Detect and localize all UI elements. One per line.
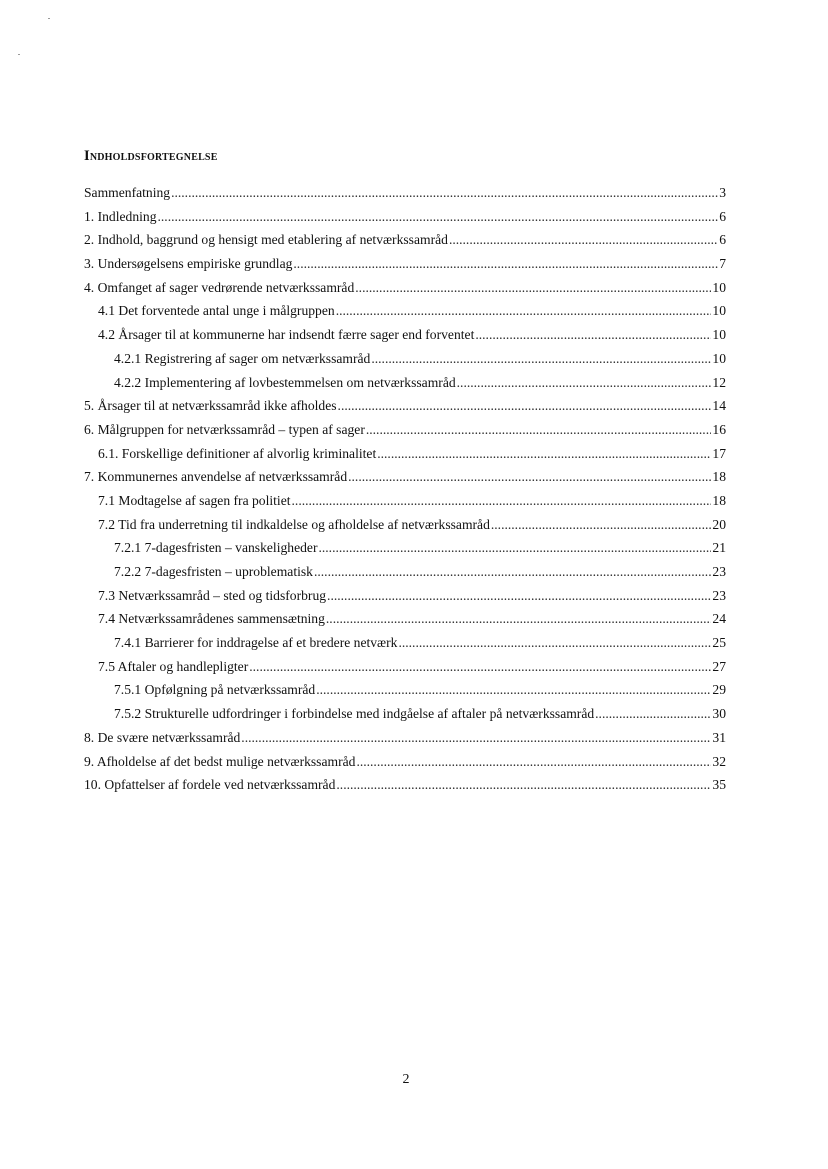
toc-entry-title: 4.1 Det forventede antal unge i målgruppen bbox=[98, 303, 335, 319]
toc-entry-page: 3 bbox=[719, 185, 726, 200]
toc-entry-page: 10 bbox=[712, 327, 726, 343]
toc-entry-page: 14 bbox=[712, 398, 726, 414]
toc-entry bbox=[84, 302, 726, 326]
toc-dot-leader bbox=[449, 231, 718, 249]
toc-entry-title: 1. Indledning bbox=[84, 208, 157, 224]
toc-entry-page: 23 bbox=[712, 587, 726, 603]
table-of-contents bbox=[84, 184, 726, 800]
toc-entry-title: 5. Årsager til at netværkssamråd ikke afholdes bbox=[84, 398, 337, 414]
toc-dot-leader bbox=[491, 516, 712, 534]
toc-entry-page: 17 bbox=[712, 445, 726, 461]
toc-dot-leader bbox=[326, 610, 712, 628]
toc-dot-leader bbox=[249, 658, 711, 676]
toc-entry-title: 3. Undersøgelsens empiriske grundlag bbox=[84, 256, 293, 272]
scan-speck bbox=[18, 54, 20, 55]
toc-dot-leader bbox=[475, 326, 711, 344]
toc-entry-title: 7.3 Netværkssamråd – sted og tidsforbrug bbox=[98, 587, 327, 603]
toc-entry-title: Sammenfatning bbox=[84, 185, 171, 200]
toc-entry bbox=[84, 658, 726, 682]
toc-entry bbox=[84, 374, 726, 398]
toc-dot-leader bbox=[171, 184, 718, 202]
toc-entry bbox=[84, 350, 726, 374]
toc-entry bbox=[84, 421, 726, 445]
toc-entry bbox=[84, 516, 726, 540]
toc-entry-page: 16 bbox=[712, 421, 726, 437]
toc-dot-leader bbox=[293, 255, 718, 273]
toc-entry-page: 6 bbox=[719, 232, 726, 248]
toc-entry-title: 6.1. Forskellige definitioner af alvorlig kriminalitet bbox=[98, 445, 377, 461]
toc-dot-leader bbox=[314, 563, 711, 581]
toc-entry-title: 7.4.1 Barrierer for inddragelse af et bredere netværk bbox=[114, 635, 398, 651]
toc-entry-title: 7.5 Aftaler og handlepligter bbox=[98, 658, 249, 674]
toc-entry-page: 20 bbox=[712, 516, 726, 532]
toc-entry-page: 6 bbox=[719, 208, 726, 224]
toc-dot-leader bbox=[336, 302, 712, 320]
toc-entry bbox=[84, 610, 726, 634]
toc-entry-page: 10 bbox=[712, 303, 726, 319]
toc-entry-page: 29 bbox=[712, 682, 726, 698]
toc-dot-leader bbox=[398, 634, 711, 652]
toc-entry-title: 7.5.2 Strukturelle udfordringer i forbindelse med indgåelse af aftaler på netværkssamråd bbox=[114, 706, 595, 722]
toc-entry-page: 32 bbox=[712, 753, 726, 769]
toc-dot-leader bbox=[338, 397, 712, 415]
toc-dot-leader bbox=[377, 445, 711, 463]
toc-entry bbox=[84, 445, 726, 469]
toc-entry-page: 12 bbox=[712, 374, 726, 390]
toc-entry bbox=[84, 681, 726, 705]
scan-speck bbox=[48, 18, 50, 19]
toc-entry bbox=[84, 326, 726, 350]
toc-entry bbox=[84, 184, 726, 208]
toc-entry-title: 4.2 Årsager til at kommunerne har indsendt færre sager end forventet bbox=[98, 327, 475, 343]
toc-entry-page: 25 bbox=[712, 635, 726, 651]
toc-entry-page: 7 bbox=[719, 256, 726, 272]
toc-entry-title: 7. Kommunernes anvendelse af netværkssamråd bbox=[84, 469, 348, 485]
toc-dot-leader bbox=[356, 753, 711, 771]
toc-dot-leader bbox=[371, 350, 711, 368]
toc-dot-leader bbox=[241, 729, 711, 747]
toc-entry bbox=[84, 468, 726, 492]
toc-entry-title: 7.4 Netværkssamrådenes sammensætning bbox=[98, 611, 325, 627]
toc-entry-page: 31 bbox=[712, 729, 726, 745]
toc-entry-title: 7.1 Modtagelse af sagen fra politiet bbox=[98, 492, 291, 508]
toc-entry-page: 23 bbox=[712, 564, 726, 579]
toc-entry bbox=[84, 776, 726, 800]
toc-entry bbox=[84, 563, 726, 587]
toc-entry-page: 35 bbox=[712, 777, 726, 793]
toc-entry bbox=[84, 539, 726, 563]
toc-entry-page: 24 bbox=[712, 611, 726, 627]
toc-entry-page: 30 bbox=[712, 706, 726, 722]
toc-dot-leader bbox=[336, 776, 711, 794]
toc-dot-leader bbox=[348, 468, 711, 486]
toc-heading: Indholdsfortegnelse bbox=[84, 148, 218, 164]
toc-entry bbox=[84, 279, 726, 303]
toc-entry-page: 21 bbox=[712, 540, 726, 556]
toc-entry-title: 9. Afholdelse af det bedst mulige netværkssamråd bbox=[84, 753, 356, 769]
toc-dot-leader bbox=[318, 539, 711, 557]
toc-entry bbox=[84, 255, 726, 279]
toc-dot-leader bbox=[316, 681, 711, 699]
toc-entry bbox=[84, 397, 726, 421]
toc-entry bbox=[84, 492, 726, 516]
toc-entry-title: 10. Opfattelser af fordele ved netværkssamråd bbox=[84, 777, 336, 793]
toc-entry-title: 7.2.2 7-dagesfristen – uproblematisk bbox=[114, 564, 313, 579]
toc-entry bbox=[84, 587, 726, 611]
toc-dot-leader bbox=[366, 421, 712, 439]
toc-entry bbox=[84, 753, 726, 777]
toc-dot-leader bbox=[457, 374, 712, 392]
toc-entry bbox=[84, 729, 726, 753]
toc-entry-title: 4.2.1 Registrering af sager om netværkssamråd bbox=[114, 350, 371, 366]
toc-entry-title: 4.2.2 Implementering af lovbestemmelsen om netværkssamråd bbox=[114, 374, 456, 390]
toc-entry-page: 27 bbox=[712, 658, 726, 674]
toc-entry-title: 7.2 Tid fra underretning til indkaldelse og afholdelse af netværkssamråd bbox=[98, 516, 490, 532]
toc-dot-leader bbox=[327, 587, 711, 605]
toc-entry-title: 4. Omfanget af sager vedrørende netværkssamråd bbox=[84, 279, 355, 295]
toc-entry-title: 8. De svære netværkssamråd bbox=[84, 729, 241, 745]
toc-dot-leader bbox=[158, 208, 719, 226]
toc-dot-leader bbox=[292, 492, 712, 510]
toc-dot-leader bbox=[595, 705, 711, 723]
toc-entry-title: 7.2.1 7-dagesfristen – vanskeligheder bbox=[114, 540, 318, 556]
toc-entry-page: 18 bbox=[712, 492, 726, 508]
toc-entry bbox=[84, 705, 726, 729]
toc-entry-page: 18 bbox=[712, 469, 726, 485]
toc-entry bbox=[84, 231, 726, 255]
toc-entry-title: 7.5.1 Opfølgning på netværkssamråd bbox=[114, 682, 316, 698]
toc-dot-leader bbox=[355, 279, 711, 297]
toc-entry bbox=[84, 208, 726, 232]
page-number: 2 bbox=[402, 1072, 410, 1087]
toc-entry-title: 6. Målgruppen for netværkssamråd – typen af sager bbox=[84, 421, 365, 437]
toc-entry bbox=[84, 634, 726, 658]
toc-entry-page: 10 bbox=[712, 350, 726, 366]
toc-entry-page: 10 bbox=[712, 279, 726, 295]
toc-entry-title: 2. Indhold, baggrund og hensigt med etablering af netværkssamråd bbox=[84, 232, 448, 248]
